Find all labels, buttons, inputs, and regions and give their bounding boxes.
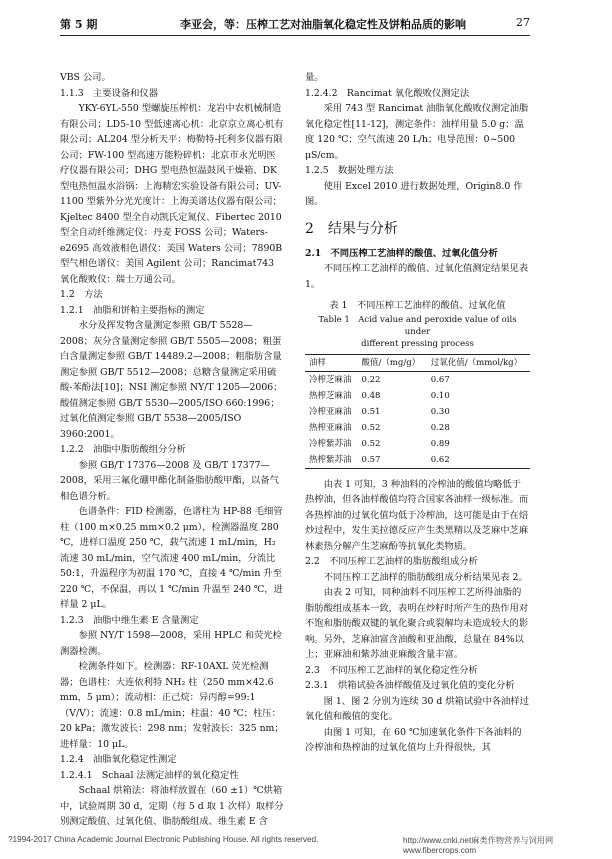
table-1-header-cell: 油样	[309, 357, 327, 368]
website-watermark: http://www.cnki.net麻类作物营养与饲用网 www.fibercrops.com	[403, 836, 554, 855]
section-2-1-intro: 不同压榨工艺油样的酸值、过氧化值测定结果见表 1。	[305, 263, 529, 290]
paragraph: 量。	[305, 72, 324, 83]
paragraph: 参照 GB/T 17376—2008 及 GB/T 17377—2008，采用三氟化硼甲酯化制备脂肪酸甲酯，以备气相色谱分析。	[60, 459, 279, 502]
copyright-notice: ?1994-2017 China Academic Journal Electronic Publishing House. All rights reserved.	[8, 835, 319, 844]
section-heading: 1.2.4.2 Rancimat 氧化酸败仪测定法	[305, 87, 470, 99]
table-row	[305, 404, 530, 420]
paragraph: 图 1、图 2 分别为连续 30 d 烘箱试验中各油样过氧化值和酸值的变化。	[305, 695, 529, 722]
paragraph: 色谱条件：FID 检测器，色谱柱为 HP-88 毛细管柱（100 m×0.25 mm×0.2 μm），检测器温度 280 ℃，进样口温度 250 ℃，载气流速 1 mL/min，H₂ 流速 30 mL/min，空气流速 400 mL/min，分流比 50:1，升温程序为初温 170 ℃，直接 4 ℃/min 升至 220 ℃，不保温，再以 1 ℃/min 升温至 240 ℃，进样量 2 μL。	[60, 506, 283, 610]
paragraph: 参照 NY/T 1598—2008，采用 HPLC 和荧光检测器检测。	[60, 630, 282, 657]
table-cell: 0.10	[430, 390, 450, 401]
table-row	[305, 452, 530, 469]
table-1-header-row	[305, 354, 530, 371]
table-cell: 冷榨紫苏油	[309, 438, 352, 449]
page-number: 27	[516, 16, 530, 29]
table-row	[305, 436, 530, 452]
section-2-title: 2 结果与分析	[305, 220, 398, 237]
paragraph: Schaal 烘箱法：将油样放置在（60 ±1）℃烘箱中，试验周期 30 d，定期（每 5 d 取 1 次样）取样分别测定酸值、过氧化值、脂肪酸组成、维生素 E 含	[60, 785, 284, 827]
section-heading: 1.1.3 主要设备和仪器	[60, 87, 159, 99]
paragraph: 检测条件如下。检测器：RF-10AXL 荧光检测器；色谱柱：大连依利特 NH₂ 柱（250 mm×42.6 mm，5 μm）；流动相：正己烷：异丙醇=99:1（V/V）；流速：0.8 mL/min；柱温：40 ℃；柱压：20 kPa；激发波长：298 nm；发射波长：325 nm；进样量：10 μL。	[60, 661, 284, 750]
table-cell: 热榨芝麻油	[309, 390, 352, 401]
header-rule	[60, 35, 530, 36]
table-row	[305, 388, 530, 404]
section-heading: 1.2 方法	[60, 289, 103, 300]
table-cell: 0.57	[361, 454, 381, 465]
table-cell: 0.51	[361, 406, 381, 417]
right-column	[305, 70, 530, 756]
section-2-1-heading: 2.1 不同压榨工艺油样的酸值、过氧化值分析	[305, 247, 498, 259]
table-cell: 0.89	[430, 438, 450, 449]
right-column-top	[305, 70, 530, 210]
section-heading: 2.3 不同压榨工艺油样的氧化稳定性分析	[305, 664, 478, 676]
section-heading: 2.3.1 烘箱试验各油样酸值及过氧化值的变化分析	[305, 680, 515, 691]
table-cell: 0.48	[361, 390, 381, 401]
table-cell: 0.28	[430, 422, 450, 433]
table-1	[305, 354, 530, 469]
paragraph: YKY-6YL-550 型螺旋压榨机：龙岩中农机械制造有限公司；LD5-10 型低速离心机：北京京立离心机有限公司；AL204 型分析天平：梅勒特-托利多仪器有限公司；FW-100 型高速万能粉碎机：北京市永光明医疗仪器有限公司；DHG 型电热恒温鼓风干燥箱、DK 型电热恒温水浴锅：上海精宏实验设备有限公司；UV-1100 型紫外分光光度计：上海美谱达仪器有限公司；Kjeltec 8400 型全自动凯氏定氮仪、Fibertec 2010 型全自动纤维测定仪：丹麦 FOSS 公司；Waters-e2695 高效液相色谱仪：美国 Waters 公司；7890B 型气相色谱仪：美国 Agilent 公司；Rancimat743 氧化酸败仪：瑞士万通公司。	[60, 103, 284, 285]
right-column-bottom	[305, 477, 530, 756]
section-heading: 1.2.4 油脂氧化稳定性测定	[60, 754, 177, 765]
section-heading: 1.2.4.1 Schaal 法测定油样的氧化稳定性	[60, 769, 239, 781]
paragraph: 使用 Excel 2010 进行数据处理，Origin8.0 作图。	[305, 180, 523, 207]
section-heading: 1.2.1 油脂和饼粕主要指标的测定	[60, 304, 205, 316]
table-1-header-cell: 酸值/（mg/g）	[361, 357, 421, 368]
running-title: 李亚会，等：压榨工艺对油脂氧化稳定性及饼粕品质的影响	[180, 18, 466, 31]
paragraph: 由表 1 可知，3 种油料的冷榨油的酸值均略低于热榨油，但各油样酸值均符合国家各油样一级标准。而各热榨油的过氧化值均低于冷榨油，这可能是由于在焙炒过程中，发生美拉德反应产生类黑精以及芝麻中芝麻林素热分解产生芝麻酚等抗氧化类物质。	[305, 478, 529, 552]
table-1-caption-cn: 表 1 不同压榨工艺油样的酸值、过氧化值	[329, 300, 506, 311]
table-cell: 0.52	[361, 438, 381, 449]
left-column	[60, 70, 285, 830]
table-cell: 0.52	[361, 422, 381, 433]
table-cell: 0.67	[430, 374, 450, 385]
table-cell: 热榨亚麻油	[309, 422, 352, 433]
table-cell: 热榨紫苏油	[309, 454, 352, 465]
section-heading: 2.2 不同压榨工艺油样的脂肪酸组成分析	[305, 556, 478, 567]
table-1-header-cell: 过氧化值/（mmol/kg）	[430, 357, 523, 368]
table-1-caption-en	[305, 314, 530, 350]
paragraph: 由图 1 可知，在 60 ℃加速氧化条件下各油料的冷榨油和热榨油的过氧化值均上升得很快，其	[305, 726, 522, 753]
issue-number: 第 5 期	[60, 18, 98, 31]
table-cell: 0.30	[430, 406, 450, 417]
section-heading: 1.2.5 数据处理方法	[305, 165, 394, 176]
paragraph: 不同压榨工艺油样的脂肪酸组成分析结果见表 2。	[323, 571, 528, 583]
paragraph: VBS 公司。	[60, 72, 111, 83]
paragraph: 水分及挥发物含量测定参照 GB/T 5528—2008；灰分含量测定参照 GB/T 5505—2008；粗蛋白含量测定参照 GB/T 14489.2—2008；粗脂肪含量测定参照 GB/T 5512—2008；总糖含量测定采用硫酸-苯酚法[10]；NSI 测定参照 NY/T 1205—2006；酸值测定参照 GB/T 5530—2005/ISO 660:1996；过氧化值测定参照 GB/T 5538—2005/ISO 3960:2001。	[60, 320, 283, 440]
page-header	[60, 14, 530, 36]
table-cell: 0.22	[361, 374, 381, 385]
paragraph: 由表 2 可知，同种油料不同压榨工艺所得油脂的脂肪酸组成基本一致，表明在炒籽时所产生的热作用对不饱和脂肪酸双键的氧化聚合或裂解均未造成较大的影响。另外，芝麻油富含油酸和亚油酸，总量在 84%以上；亚麻油和紫苏油亚麻酸含量丰富。	[305, 587, 529, 660]
table-1-caption-en-line2: different pressing process	[361, 338, 474, 349]
paragraph: 采用 743 型 Rancimat 油脂氧化酸败仪测定油脂氧化稳定性[11-12]，测定条件：油样用量 5.0 g；温度 120 ℃；空气流速 20 L/h；电导范围：0~500 μS/cm。	[305, 103, 529, 161]
table-row	[305, 371, 530, 388]
section-heading: 1.2.2 油脂中脂肪酸组分分析	[60, 444, 186, 455]
table-1-body	[305, 371, 530, 468]
table-cell: 冷榨亚麻油	[309, 406, 352, 417]
table-cell: 0.62	[430, 454, 450, 465]
table-1-caption-en-line1: Table 1 Acid value and peroxide value of oils under	[318, 314, 517, 337]
section-heading: 1.2.3 油脂中维生素 E 含量测定	[60, 614, 199, 626]
table-row	[305, 420, 530, 436]
table-cell: 冷榨芝麻油	[309, 374, 352, 385]
